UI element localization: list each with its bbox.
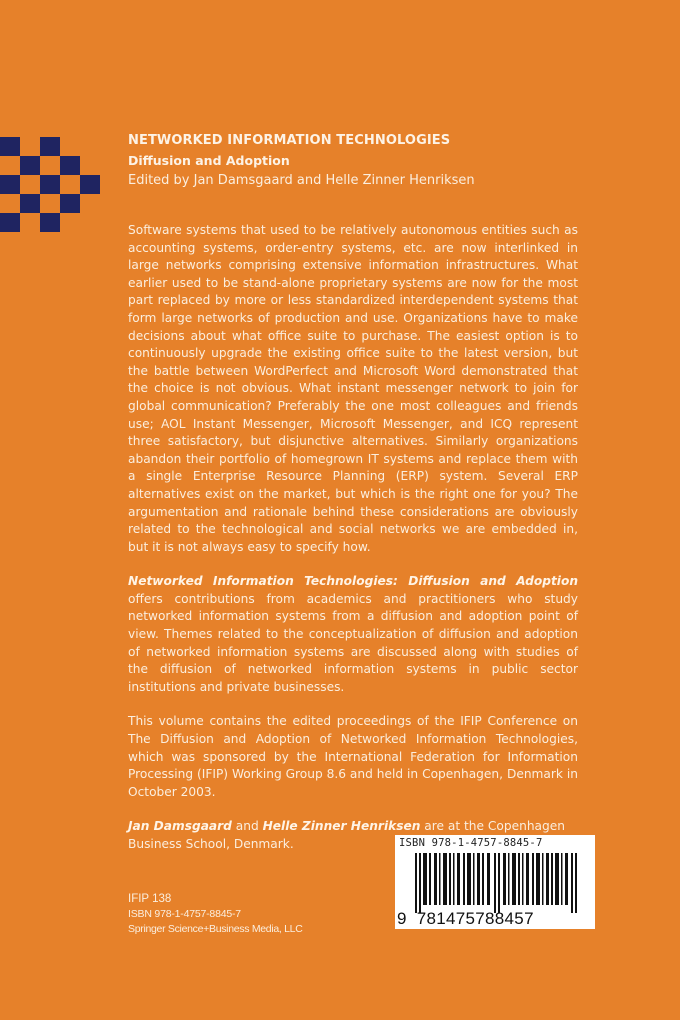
- title-block: [128, 131, 588, 191]
- author-name-2: Helle Zinner Henriksen: [262, 819, 421, 834]
- publisher-footer: [128, 892, 303, 937]
- checker-square: [0, 137, 20, 156]
- publisher-name: Springer Science+Business Media, LLC: [128, 923, 303, 935]
- author-bio: Jan Damsgaard and Helle Zinner Henriksen are at the Copenhagen Business School, Denmark.: [128, 819, 565, 851]
- barcode-bars: [415, 853, 585, 913]
- barcode-digits: 9 781475788457: [397, 909, 534, 928]
- series-number: IFIP 138: [128, 893, 172, 905]
- series-title: NETWORKED INFORMATION TECHNOLOGIES: [128, 133, 451, 148]
- blurb-paragraph-1: Software systems that used to be relatively autonomous entities such as accounting systems, order-entry systems, etc. are now interlinked in large networks comprising extensive information infrastructures. What earlier used to be stand-alone proprietary systems are now for the most part replaced by more or less standardized interdependent systems that form large networks of production and use. Organizations have to make decisions about what office suite to purchase. The easiest option is to continuously upgrade the existing office suite to the latest version, but the battle between WordPerfect and Microsoft Word demonstrated that the choice is not obvious. What instant messenger network to join for global communication? Preferably the one most colleagues and friends use; AOL Instant Messenger, Microsoft Messenger, and ICQ represent three satisfactory, but disjunctive alternatives. Similarly organizations abandon their portfolio of homegrown IT systems and replace them with a single Enterprise Resource Planning (ERP) system. Several ERP alternatives exist on the market, but which is the right one for you? The argumentation and rationale behind these considerations are obviously related to the technological and social networks we are embedded in, but it is not always easy to specify how.: [128, 223, 578, 554]
- checker-square: [40, 175, 60, 194]
- editors-line: Edited by Jan Damsgaard and Helle Zinner Henriksen: [128, 173, 475, 188]
- checker-square: [20, 194, 40, 213]
- barcode-isbn-label: ISBN 978-1-4757-8845-7: [399, 837, 543, 849]
- isbn-barcode: [395, 835, 595, 929]
- checker-square: [40, 213, 60, 232]
- book-subtitle: Diffusion and Adoption: [128, 153, 290, 168]
- checker-square: [0, 213, 20, 232]
- checker-square: [20, 156, 40, 175]
- checker-square: [0, 175, 20, 194]
- blurb-paragraph-3: This volume contains the edited proceedings of the IFIP Conference on The Diffusion and Adoption of Networked Information Technologies, which was sponsored by the International Federation for Information Processing (IFIP) Working Group 8.6 and held in Copenhagen, Denmark in October 2003.: [128, 714, 578, 799]
- checker-square: [60, 156, 80, 175]
- checker-square: [60, 194, 80, 213]
- book-title-emphasis: Networked Information Technologies: Diffusion and Adoption: [128, 574, 578, 589]
- checkerboard-logo: [0, 137, 101, 233]
- author-name-1: Jan Damsgaard: [128, 819, 232, 834]
- footer-isbn: ISBN 978-1-4757-8845-7: [128, 908, 241, 920]
- checker-square: [40, 137, 60, 156]
- checker-square: [80, 175, 100, 194]
- blurb-paragraph-2: Networked Information Technologies: Diffusion and Adoption offers contributions from academics and practitioners who study networked information systems from a diffusion and adoption point of view. Themes related to the conceptualization of diffusion and adoption of networked information systems are discussed along with studies of the diffusion of networked information systems in public sector institutions and private businesses.: [128, 574, 578, 694]
- blurb: [128, 222, 578, 871]
